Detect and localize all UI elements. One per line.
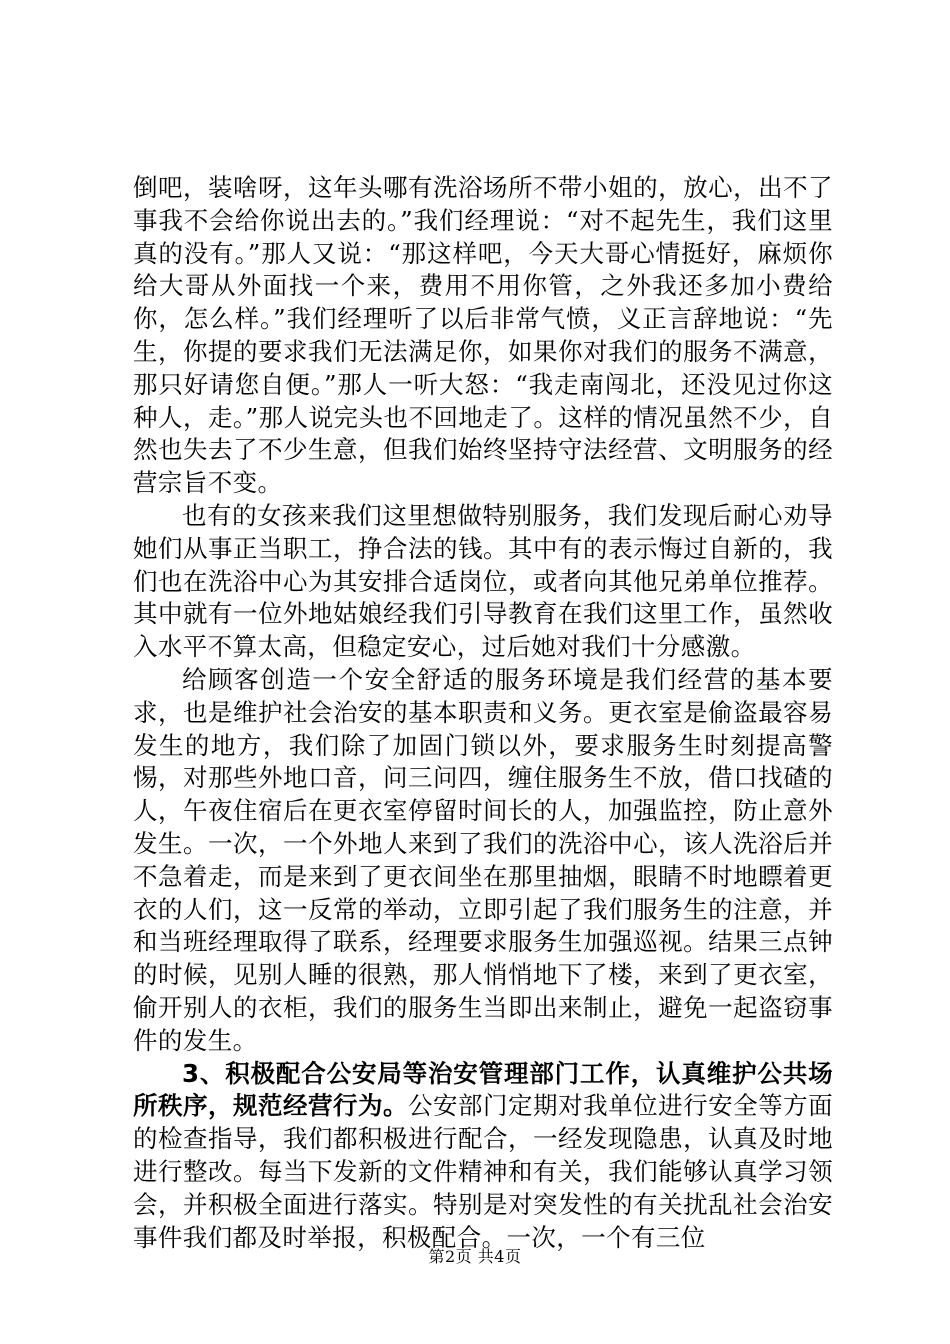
document-body [133, 172, 833, 1254]
paragraph-2 [133, 500, 833, 664]
paragraph-1-text: 倒吧，装啥呀，这年头哪有洗浴场所不带小姐的，放心，出不了事我不会给你说出去的。”我们经理说：“对不起先生，我们这里真的没有。”那人又说：“那这样吧，今天大哥心情挺好，麻烦你给大哥从外面找一个来，费用不用你管，之外我还多加小费给你，怎么样。”我们经理听了以后非常气愤，义正言辞地说：“先生，你提的要求我们无法满足你，如果你对我们的服务不满意，那只好请您自便。”那人一听大怒：“我走南闯北，还没见过你这种人，走。”那人说完头也不回地走了。这样的情况虽然不少，自然也失去了不少生意，但我们始终坚持守法经营、文明服务的经营宗旨不变。 [133, 173, 833, 498]
paragraph-1 [133, 172, 833, 500]
paragraph-3 [133, 664, 833, 1058]
paragraph-4-text: 公安部门定期对我单位进行安全等方面的检查指导，我们都积极进行配合，一经发现隐患，认真及时地进行整改。每当下发新的文件精神和有关，我们能够认真学习领会，并积极全面进行落实。特别是对突发性的有关扰乱社会治安事件我们都及时举报，积极配合。一次，一个有三位 [133, 1091, 833, 1252]
paragraph-3-text: 给顾客创造一个安全舒适的服务环境是我们经营的基本要求，也是维护社会治安的基本职责和义务。更衣室是偷盗最容易发生的地方，我们除了加固门锁以外，要求服务生时刻提高警惕，对那些外地口音，问三问四，缠住服务生不放，借口找碴的人，午夜住宿后在更衣室停留时间长的人，加强监控，防止意外发生。一次，一个外地人来到了我们的洗浴中心，该人洗浴后并不急着走，而是来到了更衣间坐在那里抽烟，眼睛不时地瞟着更衣的人们，这一反常的举动，立即引起了我们服务生的注意，并和当班经理取得了联系，经理要求服务生加强巡视。结果三点钟的时候，见别人睡的很熟，那人悄悄地下了楼，来到了更衣室，偷开别人的衣柜，我们的服务生当即出来制止，避免一起盗窃事件的发生。 [133, 664, 833, 1055]
page-footer [0, 1247, 950, 1267]
page-number-label: 第2页 共4页 [428, 1247, 522, 1266]
paragraph-2-text: 也有的女孩来我们这里想做特别服务，我们发现后耐心劝导她们从事正当职工，挣合法的钱。其中有的表示悔过自新的，我们也在洗浴中心为其安排合适岗位，或者向其他兄弟单位推荐。其中就有一位外地姑娘经我们引导教育在我们这里工作，虽然收入水平不算太高，但稳定安心，过后她对我们十分感激。 [133, 500, 833, 662]
section-heading: 3、积极配合公安局等治安管理部门工作，认真维护公共场所秩序，规范经营行为。 [133, 1058, 833, 1121]
paragraph-4 [133, 1058, 833, 1255]
